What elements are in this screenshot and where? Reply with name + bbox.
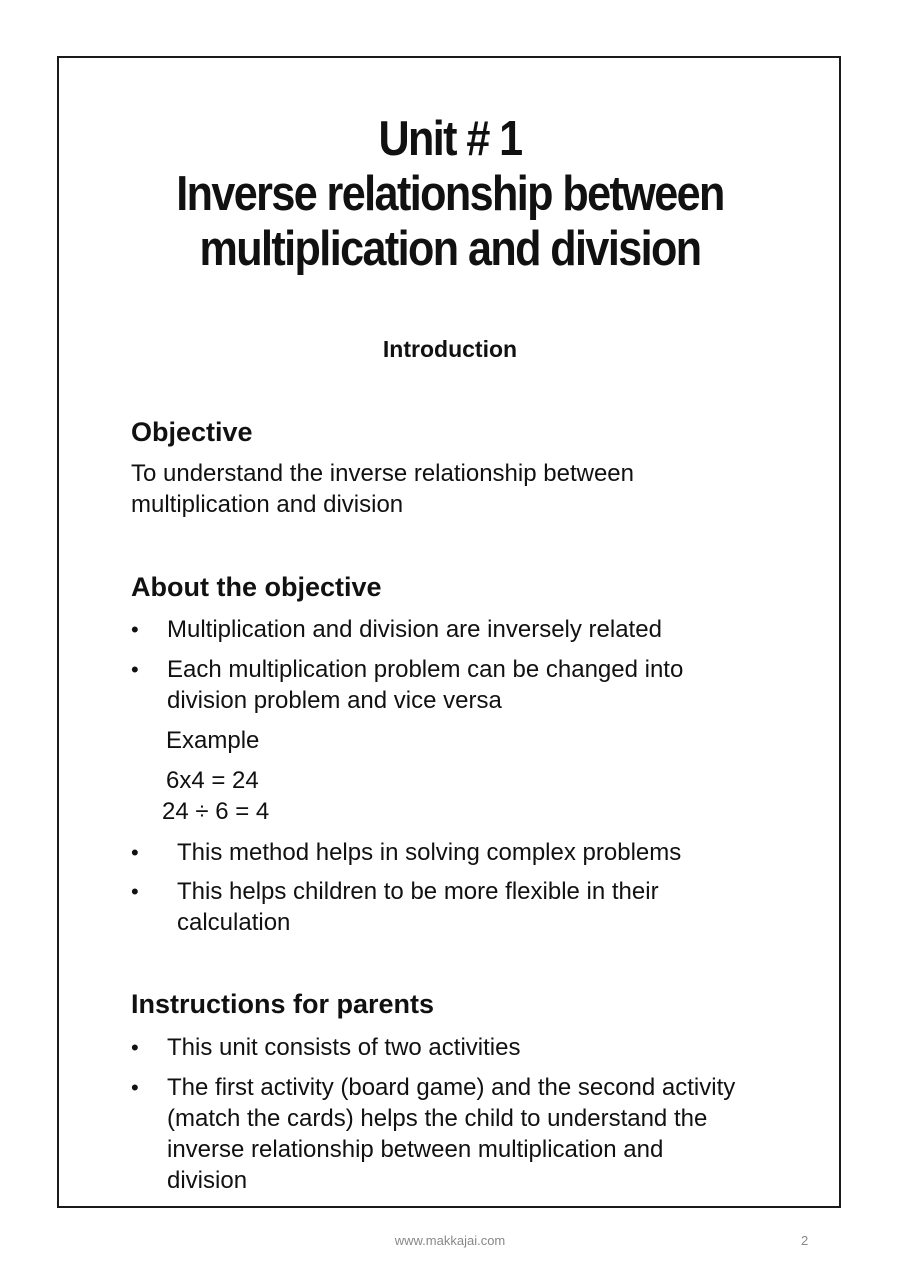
bullet-marker: • (131, 1035, 139, 1060)
objective-text-line-1: To understand the inverse relationship between (131, 460, 634, 487)
about-bullet-1: Multiplication and division are inversely related (167, 616, 662, 643)
parents-bullet-2-line-3: inverse relationship between multiplication and (167, 1136, 664, 1163)
page-number: 2 (801, 1233, 809, 1248)
bullet-marker: • (131, 657, 139, 682)
title-line-2: Inverse relationship between (176, 167, 724, 221)
about-objective-heading: About the objective (131, 572, 382, 602)
title-line-3: multiplication and division (199, 222, 701, 276)
bullet-marker: • (131, 617, 139, 642)
about-bullet-2-line-1: Each multiplication problem can be changed into (167, 656, 684, 683)
parents-bullet-2-line-1: The first activity (board game) and the second activity (167, 1074, 736, 1101)
footer-website-link[interactable]: www.makkajai.com (394, 1233, 506, 1248)
objective-heading: Objective (131, 417, 253, 447)
introduction-label: Introduction (382, 336, 518, 362)
about-bullet-2-line-2: division problem and vice versa (167, 687, 502, 714)
parents-bullet-2-line-2: (match the cards) helps the child to understand the (167, 1105, 708, 1132)
bullet-marker: • (131, 879, 139, 904)
example-equation-1: 6x4 = 24 (166, 767, 259, 794)
bullet-marker: • (131, 840, 139, 865)
about-bullet-4-line-1: This helps children to be more flexible in their (177, 878, 659, 905)
parents-bullet-1: This unit consists of two activities (167, 1034, 521, 1061)
page-title (54, 112, 846, 277)
parents-bullet-2-line-4: division (167, 1167, 248, 1194)
about-bullet-4-line-2: calculation (177, 909, 291, 936)
parents-instructions-heading: Instructions for parents (131, 989, 435, 1019)
bullet-marker: • (131, 1075, 139, 1100)
title-line-1: Unit # 1 (378, 112, 522, 166)
example-equation-2: 24 ÷ 6 = 4 (162, 798, 270, 825)
objective-text-line-2: multiplication and division (131, 491, 404, 518)
about-bullet-3: This method helps in solving complex problems (177, 839, 682, 866)
example-label: Example (166, 727, 260, 754)
